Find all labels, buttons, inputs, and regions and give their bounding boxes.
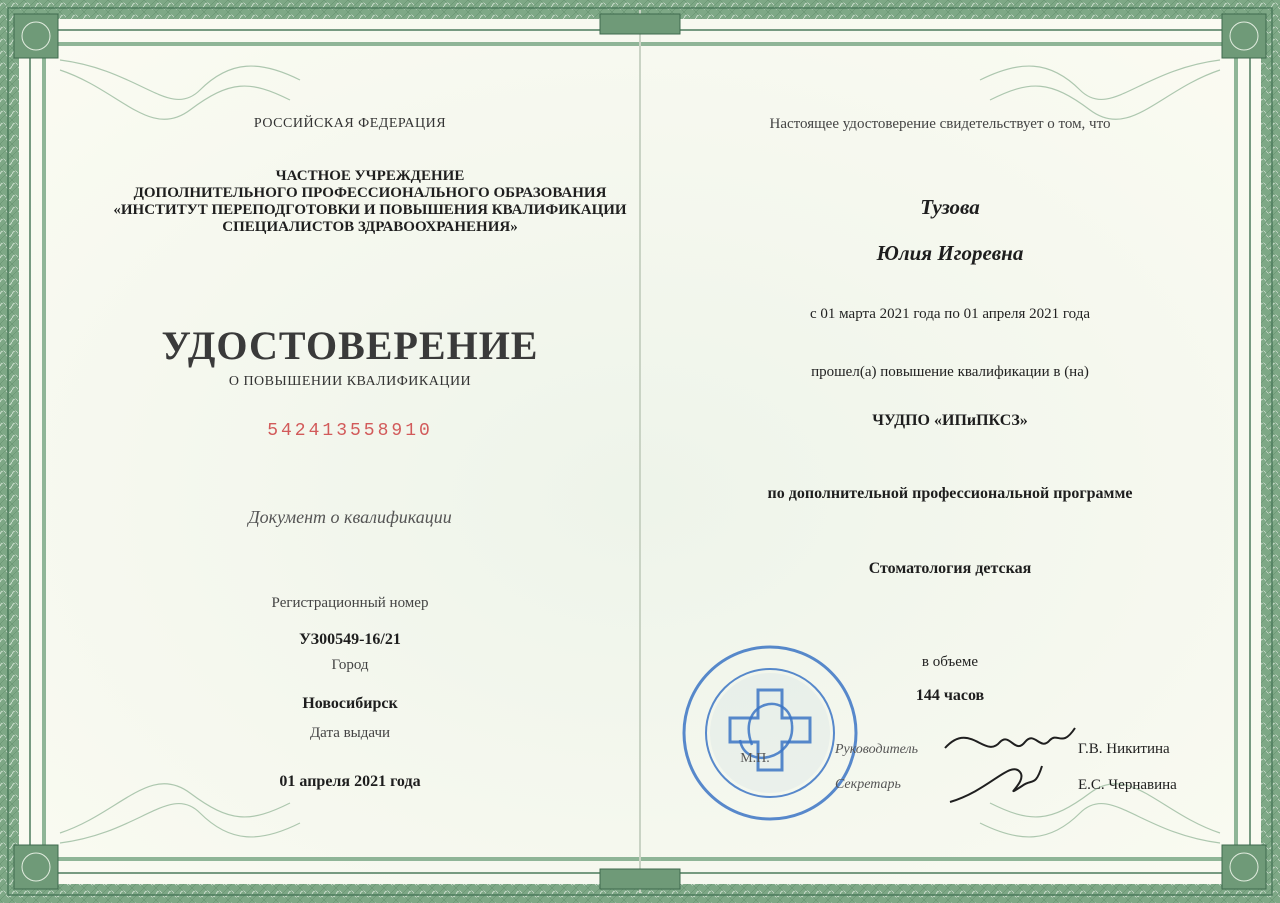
- stamp-placeholder: М.П.: [740, 751, 770, 766]
- institution-short-name: ЧУДПО «ИПиПКСЗ»: [872, 412, 1028, 429]
- organization-name: [90, 168, 650, 236]
- serial-number: 542413558910: [267, 421, 433, 441]
- document-title: УДОСТОВЕРЕНИЕ: [161, 323, 539, 368]
- secretary-name: Е.С. Чернавина: [1078, 777, 1177, 793]
- registration-label: Регистрационный номер: [271, 595, 429, 611]
- completion-statement: прошел(а) повышение квалификации в (на): [811, 364, 1089, 380]
- org-line: ДОПОЛНИТЕЛЬНОГО ПРОФЕССИОНАЛЬНОГО ОБРАЗОВАНИЯ: [133, 185, 607, 201]
- org-line: «ИНСТИТУТ ПЕРЕПОДГОТОВКИ И ПОВЫШЕНИЯ КВАЛИФИКАЦИИ: [113, 202, 627, 218]
- holder-surname: Тузова: [920, 195, 980, 219]
- program-name: Стоматология детская: [868, 560, 1032, 577]
- org-line: ЧАСТНОЕ УЧРЕЖДЕНИЕ: [275, 168, 465, 184]
- issue-date-label: Дата выдачи: [309, 725, 391, 741]
- country-label: РОССИЙСКАЯ ФЕДЕРАЦИЯ: [253, 116, 447, 131]
- issue-date: 01 апреля 2021 года: [279, 773, 421, 790]
- certifies-intro: Настоящее удостоверение свидетельствует о том, что: [769, 116, 1111, 132]
- document-type: Документ о квалификации: [248, 507, 452, 527]
- city-value: Новосибирск: [302, 695, 398, 712]
- holder-given-names: Юлия Игоревна: [876, 241, 1024, 265]
- head-role: Руководитель: [835, 742, 919, 757]
- secretary-role: Секретарь: [835, 777, 901, 792]
- org-line: СПЕЦИАЛИСТОВ ЗДРАВООХРАНЕНИЯ»: [222, 219, 518, 235]
- program-intro: по дополнительной профессиональной программе: [767, 485, 1133, 502]
- training-period: с 01 марта 2021 года по 01 апреля 2021 года: [810, 306, 1090, 322]
- city-label: Город: [331, 657, 369, 673]
- registration-number: УЗ00549-16/21: [299, 631, 401, 648]
- head-name: Г.В. Никитина: [1078, 741, 1170, 757]
- document-subtitle: О ПОВЫШЕНИИ КВАЛИФИКАЦИИ: [228, 374, 472, 389]
- hours-value: 144 часов: [915, 687, 985, 704]
- volume-label: в объеме: [921, 654, 979, 670]
